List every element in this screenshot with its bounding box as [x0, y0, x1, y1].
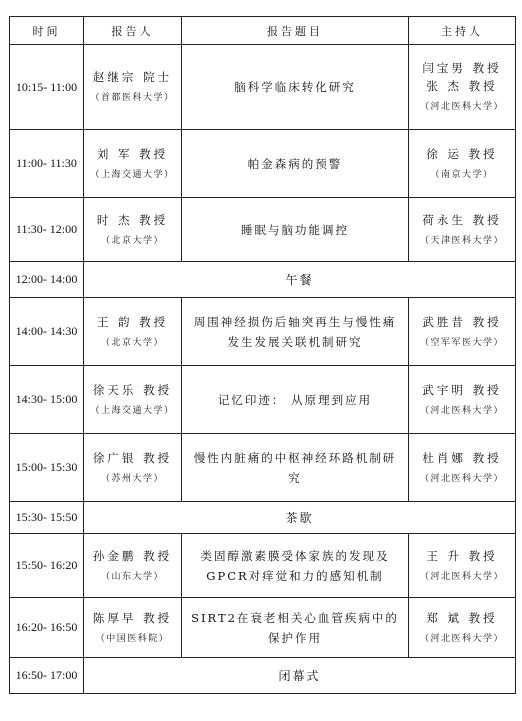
host-cell	[409, 130, 516, 198]
host-name: 张 杰 教授	[426, 79, 498, 93]
session-row	[10, 298, 516, 366]
time-cell: 10:15- 11:00	[10, 45, 84, 130]
speaker-name: 陈厚早 教授	[92, 610, 173, 625]
host-cell	[409, 366, 516, 434]
time-cell: 15:50- 16:20	[10, 534, 84, 598]
speaker-affiliation: （北京大学）	[100, 337, 164, 348]
host-cell	[409, 298, 516, 366]
host-affiliation: （河北医科大学）	[419, 405, 504, 416]
speaker-affiliation: （首都医科大学）	[90, 93, 175, 103]
topic-cell	[182, 130, 409, 198]
break-label: 闭幕式	[84, 658, 516, 694]
time-cell: 12:00- 14:00	[10, 262, 84, 298]
host-cell	[409, 198, 516, 262]
host-name: 武胜昔 教授	[422, 314, 502, 329]
report-topic: 睡眠与脑功能调控	[241, 222, 349, 237]
session-row	[10, 366, 516, 434]
host-affiliation: （河北医科大学）	[419, 571, 504, 582]
header-time: 时间	[10, 17, 84, 45]
host-name: 王 升 教授	[426, 548, 498, 563]
time-cell: 15:00- 15:30	[10, 434, 84, 502]
host-affiliation: （空军军医大学）	[419, 337, 504, 348]
topic-cell	[182, 45, 409, 130]
speaker-affiliation: （苏州大学）	[100, 473, 164, 484]
break-row	[10, 658, 516, 694]
topic-cell	[182, 598, 409, 658]
break-label: 午餐	[84, 262, 516, 298]
speaker-affiliation: （上海交通大学）	[90, 169, 175, 180]
speaker-cell	[84, 198, 182, 262]
host-name: 徐 运 教授	[426, 146, 498, 161]
topic-cell	[182, 298, 409, 366]
report-topic: 帕金森病的预警	[247, 156, 343, 171]
report-topic: 慢性内脏痛的中枢神经环路机制研究	[193, 450, 397, 485]
header-topic: 报告题目	[182, 17, 409, 45]
host-affiliation: （河北医科大学）	[419, 473, 504, 484]
time-cell: 14:30- 15:00	[10, 366, 84, 434]
break-row	[10, 502, 516, 534]
schedule-body	[10, 45, 516, 694]
time-cell: 16:20- 16:50	[10, 598, 84, 658]
speaker-name: 徐广银 教授	[92, 450, 173, 465]
host-affiliation: （南京大学）	[430, 169, 494, 180]
speaker-name: 徐天乐 教授	[92, 382, 173, 397]
host-affiliation: （天津医科大学）	[419, 235, 504, 246]
speaker-cell	[84, 434, 182, 502]
host-cell	[409, 434, 516, 502]
speaker-name: 王 韵 教授	[96, 314, 169, 329]
report-topic: 记忆印迹： 从原理到应用	[217, 392, 373, 407]
host-cell	[409, 45, 516, 130]
host-name: 闫宝男 教授	[422, 61, 502, 75]
speaker-affiliation: （上海交通大学）	[90, 405, 175, 416]
report-topic: 周围神经损伤后轴突再生与慢性痛发生发展关联机制研究	[193, 314, 397, 349]
host-cell	[409, 598, 516, 658]
header-row	[10, 17, 516, 45]
host-name: 武宇明 教授	[422, 382, 502, 397]
speaker-affiliation: （北京大学）	[100, 235, 164, 246]
header-speaker: 报告人	[84, 17, 182, 45]
speaker-cell	[84, 598, 182, 658]
host-cell	[409, 534, 516, 598]
speaker-name: 孙金鹏 教授	[92, 548, 173, 563]
host-name: 荷永生 教授	[422, 212, 502, 227]
topic-cell	[182, 198, 409, 262]
session-row	[10, 598, 516, 658]
host-name: 郑 斌 教授	[426, 610, 498, 625]
time-cell: 11:30- 12:00	[10, 198, 84, 262]
session-row	[10, 45, 516, 130]
time-cell: 15:30- 15:50	[10, 502, 84, 534]
speaker-name: 刘 军 教授	[96, 146, 169, 161]
session-row	[10, 130, 516, 198]
topic-cell	[182, 434, 409, 502]
break-row	[10, 262, 516, 298]
topic-cell	[182, 366, 409, 434]
topic-cell	[182, 534, 409, 598]
session-row	[10, 534, 516, 598]
time-cell: 14:00- 14:30	[10, 298, 84, 366]
speaker-cell	[84, 366, 182, 434]
break-label: 茶歇	[84, 502, 516, 534]
speaker-affiliation: （山东大学）	[100, 571, 164, 582]
report-topic: SIRT2在衰老相关心血管疾病中的保护作用	[191, 610, 399, 645]
report-topic: 类固醇激素膜受体家族的发现及GPCR对痒觉和力的感知机制	[200, 548, 390, 583]
speaker-cell	[84, 130, 182, 198]
host-affiliation: （河北医科大学）	[419, 102, 504, 112]
header-host: 主持人	[409, 17, 516, 45]
speaker-name: 时 杰 教授	[96, 212, 169, 227]
speaker-name: 赵继宗 院士	[92, 70, 173, 84]
time-cell: 11:00- 11:30	[10, 130, 84, 198]
speaker-cell	[84, 534, 182, 598]
session-row	[10, 434, 516, 502]
speaker-affiliation: （中国医科院）	[95, 633, 170, 644]
speaker-cell	[84, 45, 182, 130]
session-row	[10, 198, 516, 262]
host-name: 杜肖娜 教授	[422, 450, 502, 465]
time-cell: 16:50- 17:00	[10, 658, 84, 694]
report-topic: 脑科学临床转化研究	[234, 80, 356, 94]
speaker-cell	[84, 298, 182, 366]
schedule-table	[9, 16, 516, 694]
host-affiliation: （河北医科大学）	[419, 633, 504, 644]
